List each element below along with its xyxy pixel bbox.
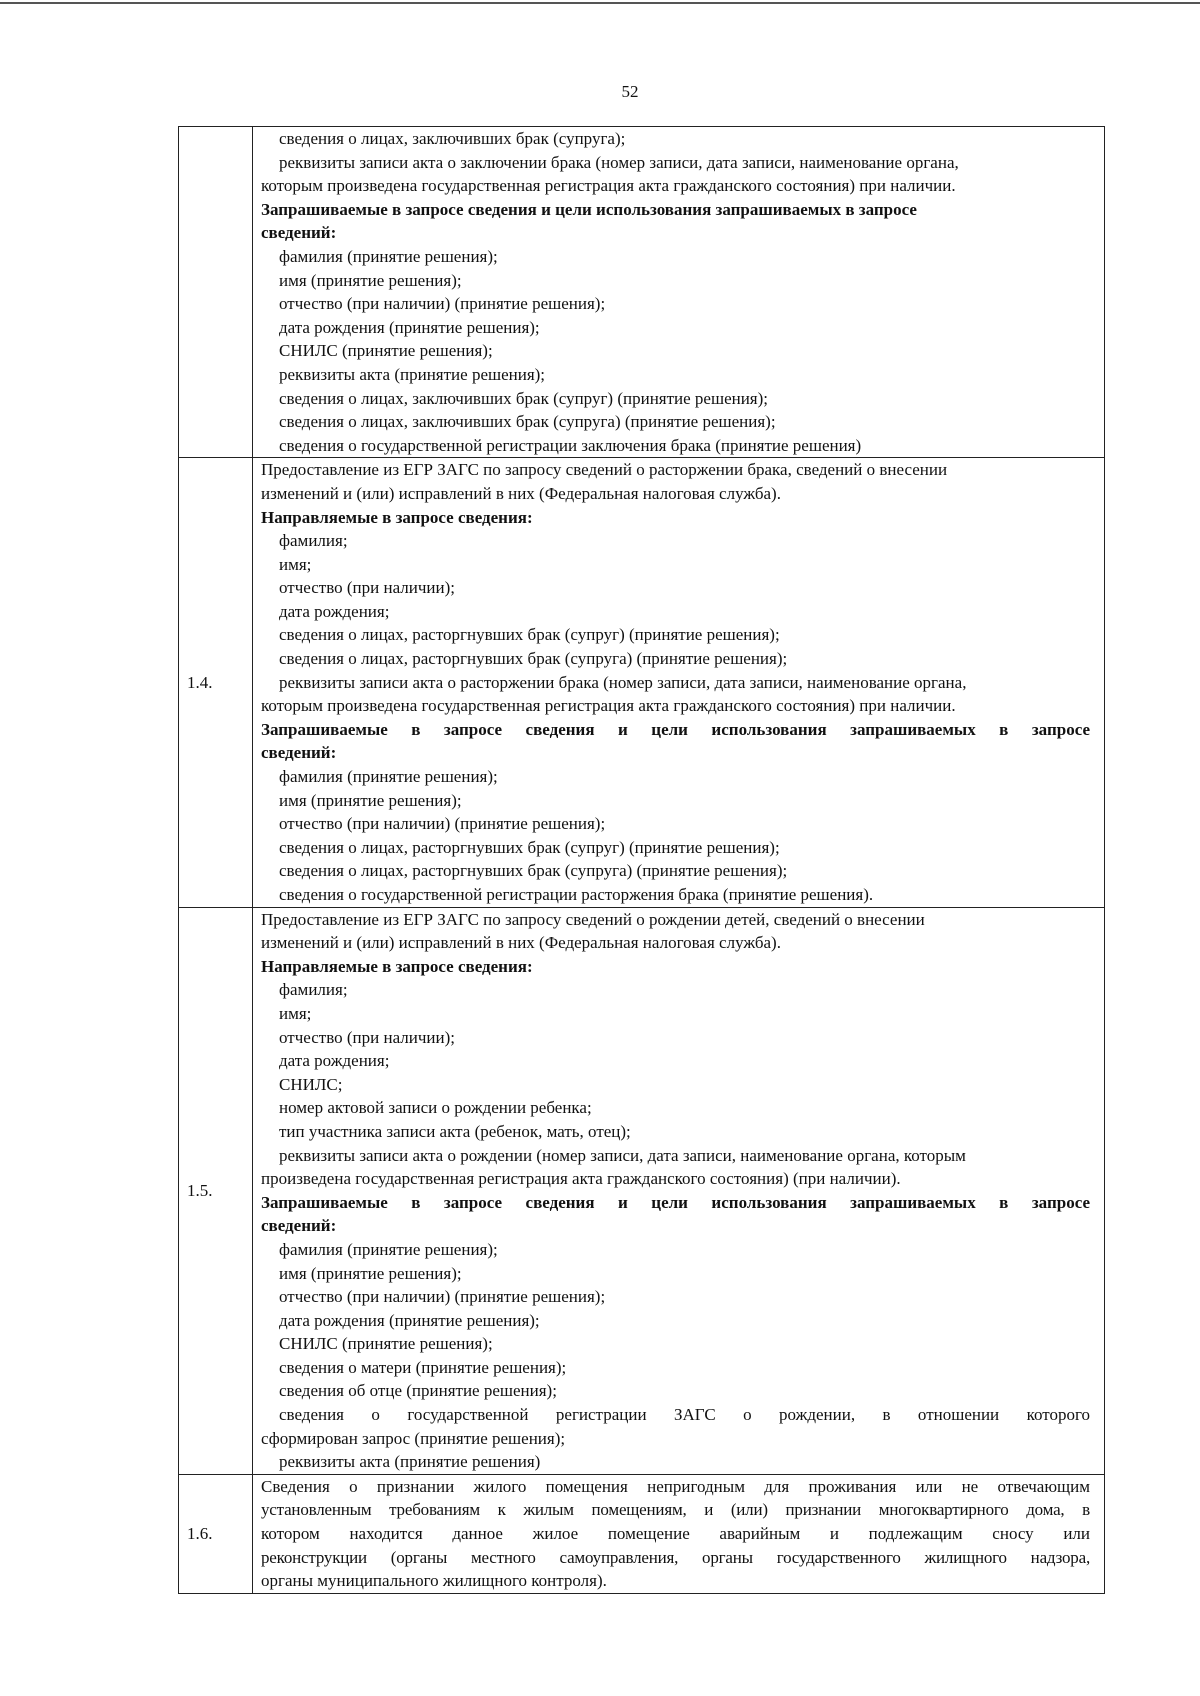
text-line: СНИЛС (принятие решения);: [279, 1334, 493, 1354]
row-number-cell: [179, 1474, 253, 1593]
text-line: Сведения о признании жилого помещения непригодным для проживания или не отвечающим: [261, 1476, 1090, 1496]
row-content-cell: [253, 907, 1105, 1474]
text-line: сведения о лицах, заключивших брак (супруга) (принятие решения);: [279, 412, 776, 432]
page-number: 52: [621, 82, 639, 101]
text-line: дата рождения;: [279, 1051, 390, 1071]
text-line: которым произведена государственная регистрация акта гражданского состояния) при наличии.: [261, 696, 956, 716]
table-row: [179, 1474, 1105, 1593]
text-line: Запрашиваемые в запросе сведения и цели использования запрашиваемых в запросе: [261, 199, 917, 219]
row-content-cell: [253, 127, 1105, 458]
row-number-cell: [179, 458, 253, 907]
text-line: сведений:: [261, 223, 337, 243]
text-line: сведения о лицах, заключивших брак (супруг) (принятие решения);: [279, 388, 769, 408]
text-line: органы муниципального жилищного контроля).: [261, 1571, 607, 1591]
text-line: реконструкции (органы местного самоуправления, органы государственного жилищного надзора,: [261, 1547, 1090, 1567]
text-line: сведения о государственной регистрации расторжения брака (принятие решения).: [279, 885, 874, 904]
text-line: фамилия (принятие решения);: [279, 246, 498, 266]
text-line: дата рождения;: [279, 601, 390, 621]
text-line: которым произведена государственная регистрация акта гражданского состояния) при наличии.: [261, 176, 956, 196]
text-line: сведений:: [261, 743, 337, 763]
text-line: котором находится данное жилое помещение аварийным и подлежащим сносу или: [261, 1524, 1090, 1544]
text-line: имя (принятие решения);: [279, 790, 462, 810]
text-line: дата рождения (принятие решения);: [279, 317, 540, 337]
text-line: СНИЛС;: [279, 1074, 343, 1094]
row-number-cell: [179, 907, 253, 1474]
text-line: Запрашиваемые в запросе сведения и цели использования запрашиваемых в запросе: [261, 1192, 1090, 1212]
text-line: отчество (при наличии) (принятие решения);: [279, 814, 606, 834]
text-line: реквизиты записи акта о рождении (номер записи, дата записи, наименование органа, которым: [279, 1145, 966, 1165]
row-number: 1.6.: [187, 1524, 213, 1544]
text-line: фамилия;: [279, 980, 348, 1000]
text-line: реквизиты акта (принятие решения): [279, 1452, 541, 1472]
text-line: сведения о лицах, расторгнувших брак (супруга) (принятие решения);: [279, 861, 788, 881]
text-line: сведения о государственной регистрации ЗАГС о рождении, в отношении которого: [279, 1405, 1090, 1425]
text-line: сведения о лицах, заключивших брак (супруга);: [279, 129, 626, 148]
row-content-cell: [253, 458, 1105, 907]
text-line: изменений и (или) исправлений в них (Федеральная налоговая служба).: [261, 483, 781, 503]
text-line: сведения о государственной регистрации заключения брака (принятие решения): [279, 435, 862, 455]
row-number: 1.4.: [187, 672, 213, 692]
text-line: Предоставление из ЕГР ЗАГС по запросу сведений о рождении детей, сведений о внесении: [261, 909, 925, 929]
row-number: 1.5.: [187, 1180, 213, 1200]
text-line: Предоставление из ЕГР ЗАГС по запросу сведений о расторжении брака, сведений о внесении: [261, 460, 948, 480]
text-line: сведения о матери (принятие решения);: [279, 1357, 567, 1377]
row-content-cell: [253, 1474, 1105, 1593]
text-line: изменений и (или) исправлений в них (Федеральная налоговая служба).: [261, 933, 781, 953]
text-line: отчество (при наличии);: [279, 1027, 455, 1047]
text-line: сформирован запрос (принятие решения);: [261, 1428, 566, 1448]
text-line: реквизиты записи акта о расторжении брака (номер записи, дата записи, наименование органа,: [279, 672, 967, 692]
text-line: имя (принятие решения);: [279, 1263, 462, 1283]
table-row: [179, 458, 1105, 907]
text-line: Направляемые в запросе сведения:: [261, 507, 533, 527]
text-line: Направляемые в запросе сведения:: [261, 956, 533, 976]
text-line: номер актовой записи о рождении ребенка;: [279, 1098, 592, 1118]
text-line: СНИЛС (принятие решения);: [279, 341, 493, 361]
text-line: сведения об отце (принятие решения);: [279, 1381, 557, 1401]
text-line: имя (принятие решения);: [279, 270, 462, 290]
text-line: тип участника записи акта (ребенок, мать, отец);: [279, 1121, 631, 1141]
table-row: [179, 127, 1105, 458]
text-line: реквизиты акта (принятие решения);: [279, 364, 546, 384]
text-line: фамилия;: [279, 531, 348, 551]
text-line: имя;: [279, 1003, 312, 1023]
text-line: установленным требованиям к жилым помещениям, и (или) признании многоквартирного дома, в: [261, 1500, 1090, 1520]
text-line: Запрашиваемые в запросе сведения и цели использования запрашиваемых в запросе: [261, 719, 1090, 739]
table-row: [179, 907, 1105, 1474]
text-line: отчество (при наличии);: [279, 578, 455, 598]
text-line: отчество (при наличии) (принятие решения);: [279, 294, 606, 314]
text-line: реквизиты записи акта о заключении брака (номер записи, дата записи, наименование органа,: [279, 152, 959, 172]
text-line: сведений:: [261, 1216, 337, 1236]
table-body: [179, 127, 1105, 1594]
text-line: фамилия (принятие решения);: [279, 767, 498, 787]
top-border-line: [0, 2, 1200, 4]
text-line: имя;: [279, 554, 312, 574]
text-line: дата рождения (принятие решения);: [279, 1310, 540, 1330]
row-number-cell: [179, 127, 253, 458]
text-line: сведения о лицах, расторгнувших брак (супруг) (принятие решения);: [279, 837, 780, 857]
text-line: фамилия (принятие решения);: [279, 1239, 498, 1259]
text-line: отчество (при наличии) (принятие решения);: [279, 1287, 606, 1307]
text-line: сведения о лицах, расторгнувших брак (супруга) (принятие решения);: [279, 649, 788, 669]
text-line: произведена государственная регистрация акта гражданского состояния) (при наличии).: [261, 1169, 901, 1189]
document-table: [178, 126, 1105, 1594]
text-line: сведения о лицах, расторгнувших брак (супруг) (принятие решения);: [279, 625, 780, 645]
